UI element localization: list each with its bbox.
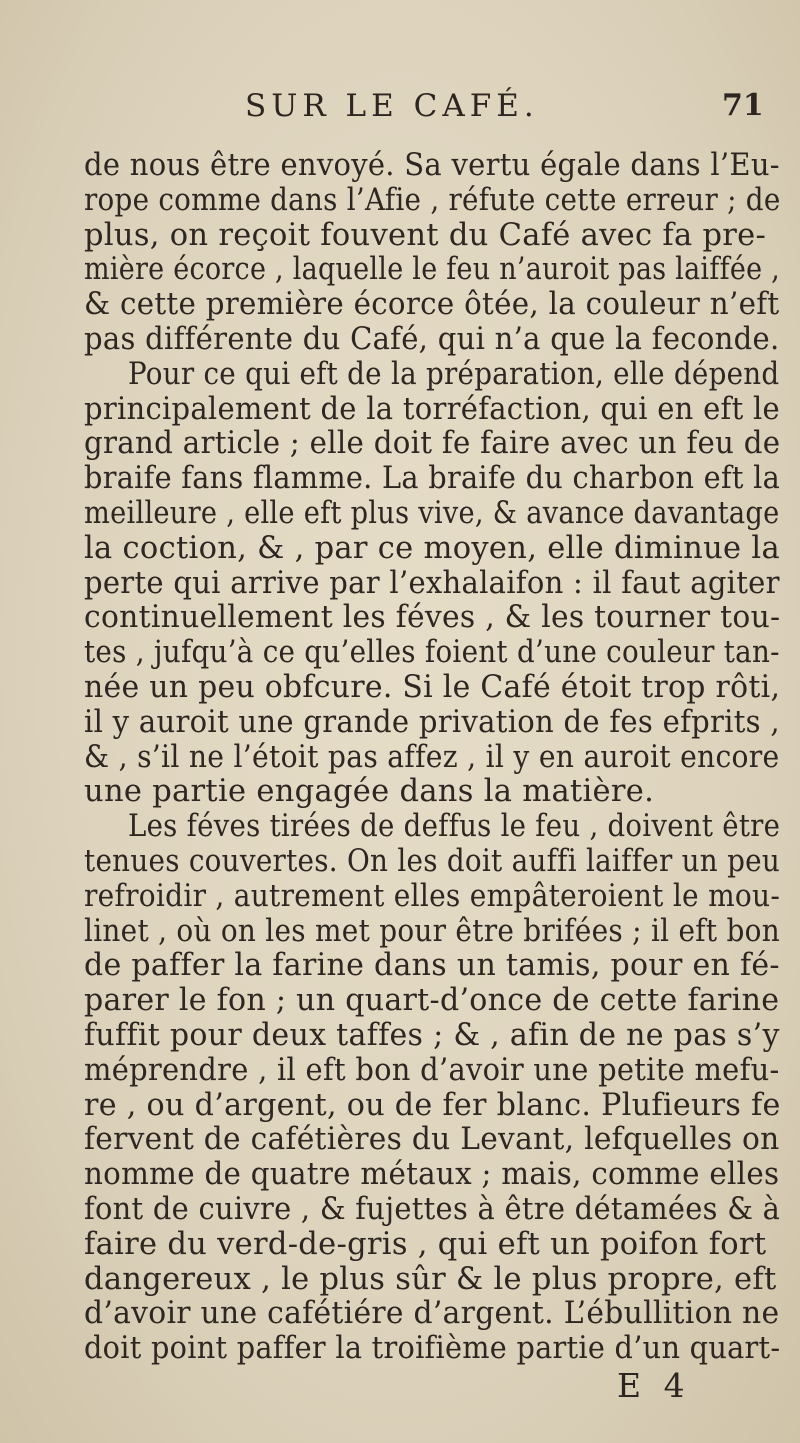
text-line: meilleure , elle eft plus vive, & avance davantage xyxy=(84,496,780,531)
text-line: une partie engagée dans la matière. xyxy=(84,774,655,810)
text-line: perte qui arrive par l’exhalaifon : il faut agiter xyxy=(84,565,780,601)
text-line: refroidir , autrement elles empâteroient le mou- xyxy=(84,878,781,914)
page-number: 71 xyxy=(722,88,764,123)
text-line: re , ou d’argent, ou de fer blanc. Plufieurs fe xyxy=(84,1087,781,1123)
text-line: plus, on reçoit fouvent du Café avec fa pre- xyxy=(84,217,767,253)
text-line: née un peu obfcure. Si le Café étoit trop rôti, xyxy=(84,670,781,705)
text-line: parer le fon ; un quart-d’once de cette farine xyxy=(84,983,780,1019)
text-line: il y auroit une grande privation de fes efprits , xyxy=(84,704,780,740)
text-line: faire du verd-de-gris , qui eft un poifon fort xyxy=(84,1226,767,1262)
text-line: tenues couvertes. On les doit auffi laiffer un peu xyxy=(84,844,781,879)
text-line: continuellement les féves , & les tourner tou- xyxy=(84,600,781,636)
text-line: & cette première écorce ôtée, la couleur n’eft xyxy=(84,287,780,323)
text-line: fervent de cafétières du Levant, lefquelles on xyxy=(84,1122,780,1158)
signature-mark: E 4 xyxy=(617,1366,691,1405)
text-line: la coction, & , par ce moyen, elle diminue la xyxy=(84,530,780,566)
text-line: pas différente du Café, qui n’a que la feconde. xyxy=(84,322,780,357)
text-line: dangereux , le plus sûr & le plus propre, eft xyxy=(84,1261,777,1297)
text-line: tes , jufqu’à ce qu’elles foient d’une couleur tan- xyxy=(84,635,780,671)
text-line: de paffer la farine dans un tamis, pour en fé- xyxy=(84,948,780,984)
text-line: mière écorce , laquelle le feu n’auroit pas laiffée , xyxy=(84,252,781,288)
page-header xyxy=(0,88,800,138)
text-line: rope comme dans l’Afie , réfute cette erreur ; de xyxy=(84,182,781,218)
text-line: & , s’il ne l’étoit pas affez , il y en auroit encore xyxy=(84,739,780,775)
text-line: méprendre , il eft bon d’avoir une petite mefu- xyxy=(84,1052,780,1088)
text-line: font de cuivre , & fujettes à être détamées & à xyxy=(84,1192,781,1227)
text-line: doit point paffer la troifième partie d’un quart- xyxy=(84,1331,781,1367)
running-title: SUR LE CAFÉ. xyxy=(245,88,539,124)
text-line: Les féves tirées de deffus le feu , doivent être xyxy=(128,809,781,845)
text-line: fuffit pour deux taffes ; & , afin de ne pas s’y xyxy=(84,1018,780,1053)
text-line: d’avoir une cafétiére d’argent. L’ébullition ne xyxy=(84,1296,780,1332)
text-line: Pour ce qui eft de la préparation, elle dépend xyxy=(128,356,780,392)
text-line: principalement de la torréfaction, qui en eft le xyxy=(84,391,780,427)
text-line: nomme de quatre métaux ; mais, comme elles xyxy=(84,1157,780,1193)
text-line: braife fans flamme. La braife du charbon eft la xyxy=(84,461,781,497)
text-line: de nous être envoyé. Sa vertu égale dans l’Eu- xyxy=(84,148,780,183)
text-line: grand article ; elle doit fe faire avec un feu de xyxy=(84,426,781,462)
text-line: linet , où on les met pour être brifées ; il eft bon xyxy=(84,913,781,949)
